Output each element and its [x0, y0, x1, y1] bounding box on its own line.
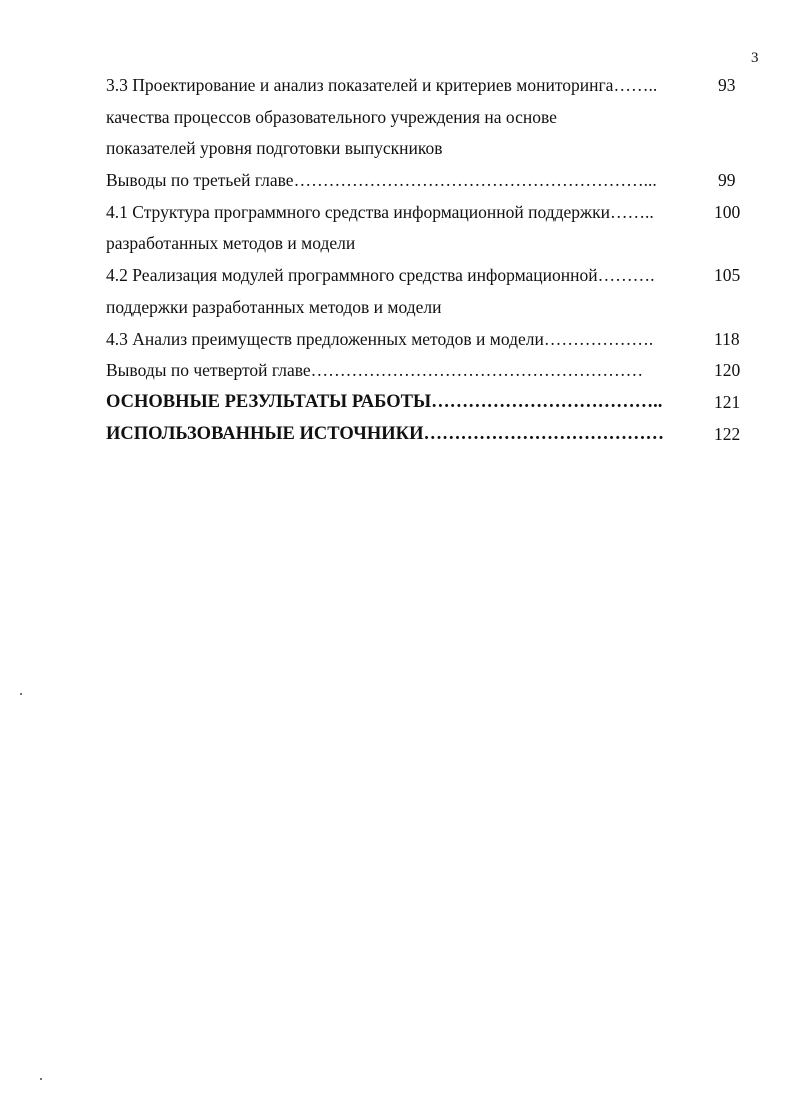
toc-entry-title: ОСНОВНЫЕ РЕЗУЛЬТАТЫ РАБОТЫ………………………………..: [106, 391, 663, 412]
toc-entry-page: 120: [714, 360, 741, 381]
toc-entry-title: качества процессов образовательного учреждения на основе: [106, 106, 557, 127]
toc-entry-continuation: [106, 102, 746, 134]
toc-entry-title: 3.3 Проектирование и анализ показателей и критериев мониторинга……..: [106, 75, 658, 95]
toc-entry: [106, 165, 746, 197]
scan-speck: [40, 1078, 42, 1080]
toc-entry-bold: [106, 419, 746, 451]
table-of-contents: [106, 70, 746, 450]
toc-entry-continuation: [106, 292, 746, 324]
toc-entry: [106, 355, 746, 387]
toc-entry-page: 99: [718, 170, 736, 191]
toc-entry-title: 4.3 Анализ преимуществ предложенных методов и модели……………….: [106, 328, 654, 349]
toc-entry-page: 105: [714, 265, 741, 286]
toc-entry: [106, 324, 746, 356]
toc-entry: [106, 70, 746, 102]
toc-entry-title: 4.2 Реализация модулей программного средства информационной……….: [106, 265, 655, 286]
toc-entry-page: 122: [714, 423, 741, 444]
toc-entry-page: 121: [714, 391, 741, 412]
toc-entry-title: Выводы по четвертой главе…………………………………………………: [106, 360, 644, 381]
toc-entry-bold: [106, 387, 746, 419]
toc-entry-title: разработанных методов и модели: [106, 233, 356, 254]
toc-entry-title: ИСПОЛЬЗОВАННЫЕ ИСТОЧНИКИ…………………………………: [106, 423, 664, 444]
toc-entry-continuation: [106, 228, 746, 260]
toc-entry-title: 4.1 Структура программного средства информационной поддержки……..: [106, 201, 654, 222]
toc-entry-title: показателей уровня подготовки выпускников: [106, 138, 443, 159]
scan-speck: [20, 693, 22, 695]
page-number: 3: [751, 50, 759, 66]
toc-entry-continuation: [106, 133, 746, 165]
toc-entry-page: 100: [714, 201, 741, 222]
toc-entry-page: 118: [714, 328, 740, 349]
toc-entry: [106, 260, 746, 292]
toc-entry-title: Выводы по третьей главе……………………………………………………...: [106, 170, 657, 191]
toc-entry: [106, 197, 746, 229]
toc-entry-page: 93: [718, 75, 736, 95]
toc-entry-title: поддержки разработанных методов и модели: [106, 296, 442, 317]
